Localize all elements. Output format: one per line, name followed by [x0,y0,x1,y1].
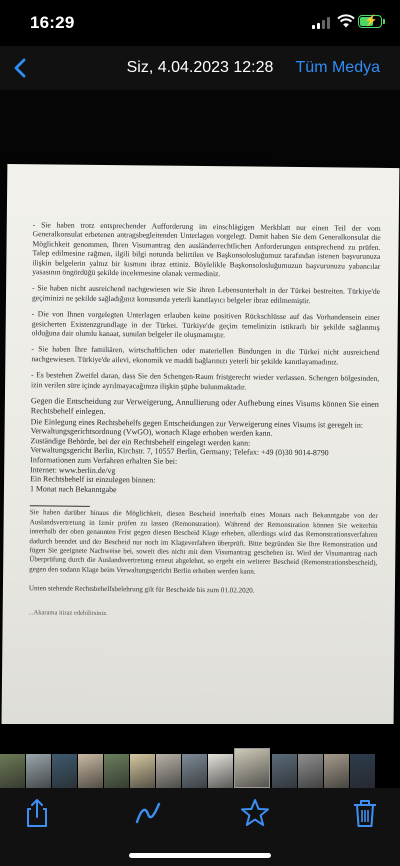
nav-title: Siz, 4.04.2023 12:28 [126,59,274,76]
reason-paragraph: - Sie haben nicht ausreichend nachgewiesen wie Sie ihren Lebensunterhalt in der Türkei bestreiten. Türkiye'de geçiminizi ne şekilde sağladığınız konusunda yeterli kanıtlayıcı belgeler ibraz edilmemiştir. [31,283,381,305]
footer-note: Unten stehende Rechtsbehelfsbelehrung gilt für Bescheide bis zum 01.02.2020. [28,584,255,595]
thumbnail[interactable] [272,754,297,788]
battery-tip [383,19,385,24]
battery-icon [358,15,382,28]
thumbnail[interactable] [208,754,233,788]
reason-paragraph: - Die von Ihnen vorgelegten Unterlagen erlauben keine positiven Rückschlüsse auf das Vorhandensein einer gesicherten Existenzgrundlage in der Türkei. Türkiye'de geçim temelinizin istikrarlı bir şekilde sağlanmış olduğuna dair olumlu kanaat, sunulan belgeler ile oluşmamıştır. [31,309,380,340]
thumbnail[interactable] [298,754,323,788]
thumbnail[interactable] [130,754,155,788]
thumbnail[interactable] [350,754,375,788]
remedy-line: Informationen zum Verfahren erhalten Sie bei: [30,455,178,466]
favorite-star-icon[interactable] [238,796,272,830]
cellular-signal-icon [312,17,332,29]
markup-icon[interactable] [131,796,165,830]
photo-viewer[interactable] [0,90,400,724]
cut-off-line: ...Akarama itiraz edebilirsiniz. [28,608,108,617]
thumbnail[interactable] [52,754,77,788]
thumbnail[interactable] [182,754,207,788]
thumbnail[interactable] [78,754,103,788]
status-time: 16:29 [30,13,75,32]
remonstration-paragraph: Sie haben darüber hinaus die Möglichkeit, diesen Bescheid innerhalb eines Monats nach Bekanntgabe von der Auslandsvertretung in Izmir prüfen zu lassen (Remonstration). Während der Remonstration können Sie weiterhin innerhalb der oben genannten Frist gegen diesen Bescheid Klage erheben, allerdings wird das Remonstrationsverfahren dadurch beendet und der Bescheid nur noch im Klageverfahren überprüft. Bitte begründen Sie Ihre Remonstration und fügen Sie geeignete Nachweise bei, soweit dies nicht mit dem Visumantrag geschehen ist. Wird der Visumantrag nach Überprüfung durch die Auslandsvertretung erneut abgelehnt, so ergeht ein weiterer Bescheid (Remonstrationsbescheid), gegen den sodann Klage beim Verwaltungsgericht Berlin erhoben werden kann. [29,508,378,576]
all-media-button[interactable]: Tüm Medya [295,59,380,76]
thumbnail-current[interactable] [234,748,270,788]
thumbnail[interactable] [324,754,349,788]
wifi-icon [337,14,355,28]
reason-paragraph: - Sie haben Ihre familiären, wirtschaftlichen oder materiellen Bindungen in die Türkei nicht ausreichend nachgewiesen. Türkiye'de ailevi, ekonomik ve maddi bağlarınızı yeterli bir şekilde kanıtlayamadınız. [31,344,380,367]
thumbnail[interactable] [26,754,51,788]
share-icon[interactable] [20,796,54,830]
remedy-heading: Gegen die Entscheidung zur Verweigerung, Annullierung oder Aufhebung eines Visums können Sie einen Rechtsbehelf einlegen. [30,396,379,416]
thumbnail[interactable] [104,754,129,788]
section-divider [30,506,90,508]
navigation-bar [0,46,400,90]
remedy-line: Die Einlegung eines Rechtsbehelfs gegen Entscheidungen zur Verweigerung eines Visums ist geregelt in: [30,416,364,430]
home-indicator[interactable] [129,853,271,858]
remedy-line: Verwaltungsgericht Berlin, Kirchstr. 7, 10557 Berlin, Germany; Telefax: +49 (0)30 9014-8790 [30,445,329,458]
thumbnail[interactable] [156,754,181,788]
thumbnail[interactable] [0,754,25,788]
remedy-line: Zuständige Behörde, bei der ein Rechtsbehelf eingelegt werden kann: [30,436,251,448]
remedy-line: Internet: www.berlin.de/vg [30,464,116,475]
trash-icon[interactable] [348,796,382,830]
reason-paragraph: - Sie haben trotz entsprechender Aufforderung im einschlägigen Merkblatt nur einen Teil der vom Generalkonsulat erbetenen antragsbegleitenden Unterlagen vorgelegt. Damit haben Sie dem Generalkonsulat die Möglichkeit genommen, Ihren Visumantrag den ausländerrechtlichen Anforderungen entsprechend zu prüfen. Talep edilmesine rağmen, ilgili bilgi notunda belirtilen ve Başkonsolosluğumuz tarafından istenen başvurunuza ilişkin belgelerin yalnız bir kısmını ibraz ettiniz. Böylelikle Başkonsolosluğumuzun başvurunuzu yabancılar yasasının öngördüğü şekilde incelemesine olanak vermediniz. [32,220,381,279]
thumbnail-strip[interactable] [0,724,400,788]
document-page [1,164,400,724]
remedy-line: Ein Rechtsbehelf ist einzulegen binnen: [30,474,156,485]
remedy-line: 1 Monat nach Bekanntgabe [29,484,117,494]
charging-bolt-icon: ⚡ [364,15,378,27]
remedy-line: Verwaltungsgerichtsordnung (VwGO), wonach Klage erhoben werden kann. [30,426,273,439]
status-bar [0,0,400,46]
reason-paragraph: - Es bestehen Zweifel daran, dass Sie den Schengen-Raum fristgerecht wieder verlassen. Schengen bölgesinden, izin verilen süre içinde ayrılmayacağınıza ilişkin şüphe bulunmaktadır. [31,370,380,392]
